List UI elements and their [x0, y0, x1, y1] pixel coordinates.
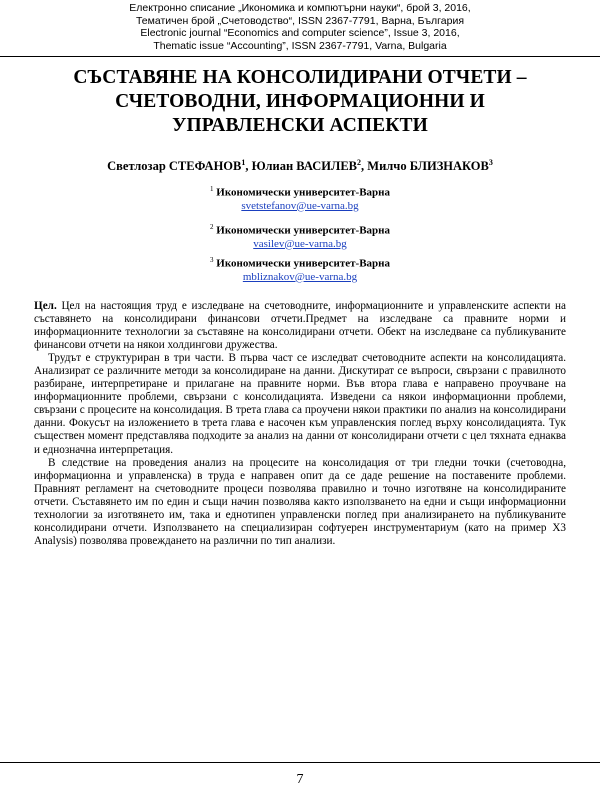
author-sup: 1 [241, 158, 246, 167]
abstract-paragraph-1 [34, 300, 566, 352]
author-name: Милчо БЛИЗНАКОВ [367, 159, 489, 174]
abstract-text: Цел на настоящия труд е изследване на счетоводните, информационните и управленските аспекти на съставянето на консолидирани финансови отчети.Предмет на изследване са правните норми и информационните технологии за съставяне на консолидирани отчети. Обект на изследване са публикуваните финансови отчети на някои холдингови дружества. [34, 300, 566, 352]
abstract-paragraph-2: Трудът е структуриран в три части. В първа част се изследват счетоводните аспекти на консолидацията. Анализират се различните методи за консолидиране на данни. Дискутират се въпроси, свързани с правилното разбиране, интерпретиране и прилагане на правните норми. Във втора глава е направено проучване на информационните проблеми, свързани с консолидацията. Изведени са някои информационни проблеми, свързани с процесите на консолидация. В трета глава са проучени някои практики по анализ на консолидирани данни. Фокусът на изложението в трета глава е насочен към управленския поглед върху консолидацията. Тук съществен момент представлява подходите за анализ на данни от консолидирани отчети с цел тяхната еднаква и еднозначна интерпретация. [34, 352, 566, 456]
affiliation-3 [0, 254, 600, 284]
title-line-2: СЧЕТОВОДНИ, ИНФОРМАЦИОННИ И [115, 91, 485, 112]
footer-divider [0, 762, 600, 763]
author-name: Светлозар СТЕФАНОВ [107, 159, 242, 174]
affiliation-sup: 3 [210, 256, 214, 264]
header-line-4: Thematic issue “Accounting”, ISSN 2367-7791, Varna, Bulgaria [153, 39, 447, 52]
header-line-2: Тематичен брой „Счетоводство“, ISSN 2367-7791, Варна, България [135, 14, 465, 27]
title-line-1: СЪСТАВЯНЕ НА КОНСОЛИДИРАНИ ОТЧЕТИ – [73, 67, 527, 88]
author-name: Юлиан ВАСИЛЕВ [251, 159, 358, 174]
email-link[interactable]: vasilev@ue-varna.bg [253, 237, 347, 250]
affiliation-sup: 1 [210, 185, 214, 193]
affiliation-sup: 2 [210, 223, 214, 231]
author-list [0, 158, 600, 174]
affiliation-2 [0, 221, 600, 251]
header-divider [0, 56, 600, 57]
page-number: 7 [296, 772, 304, 787]
header-line-1: Електронно списание „Икономика и компютърни науки“, брой 3, 2016, [129, 2, 471, 14]
title-line-3: УПРАВЛЕНСКИ АСПЕКТИ [172, 115, 428, 136]
abstract-paragraph-3: В следствие на проведения анализ на процесите на консолидация от три гледни точки (счетоводна, информационна и управленска) в труда е направен опит да се даде решение на поставените проблеми. Правният регламент на счетоводните процеси позволява правилно и точно изготвяне на консолидираните отчети. Съставянето им по един и същи начин позволява както използването на едни и същи информационни технологии за изготвянето им, така и еднотипен управленски поглед при анализирането на публикуваните консолидирани отчети. Използването на специализиран софтуерен инструментариум (като на пример X3 Analysis) позволява провеждането на различни по тип анализи. [34, 456, 566, 547]
header-line-3: Electronic journal “Economics and computer science”, Issue 3, 2016, [140, 27, 460, 39]
author-sup: 3 [488, 158, 493, 167]
affiliation-org: Икономически университет-Варна [216, 257, 390, 270]
email-link[interactable]: mbliznakov@ue-varna.bg [242, 270, 358, 283]
author-sup: 2 [357, 158, 362, 167]
author-separator: , [245, 159, 252, 174]
affiliation-org: Икономически университет-Варна [216, 224, 390, 237]
author-separator: , [361, 159, 368, 174]
email-link[interactable]: svetstefanov@ue-varna.bg [241, 199, 359, 212]
journal-header [0, 0, 600, 52]
abstract [34, 300, 566, 548]
paper-title [0, 66, 600, 138]
affiliation-1 [0, 183, 600, 213]
affiliation-org: Икономически университет-Варна [216, 186, 390, 199]
abstract-label: Цел. [34, 300, 57, 312]
